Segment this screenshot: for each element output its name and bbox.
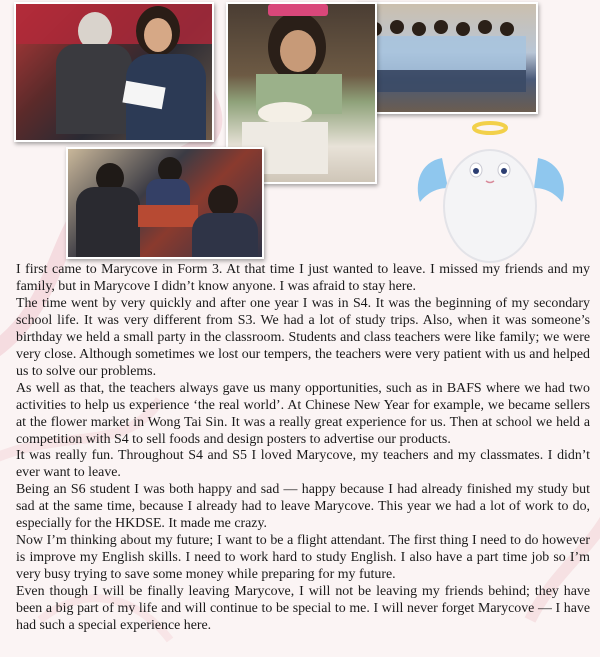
students-activity-photo bbox=[66, 147, 264, 259]
story-text bbox=[16, 262, 590, 635]
angel-mascot-icon bbox=[412, 118, 572, 268]
class-group-photo bbox=[356, 2, 538, 114]
story-paragraph-2: The time went by very quickly and after one year I was in S4. It was the beginning of my secondary school life. It was very different from S3. We had a lot of study trips. Also, when it was someone’s birthday we held a small party in the classroom. Students and class teachers were like family; we were very close. Although sometimes we lost our tempers, the teachers were very patient with us and helped us to solve our problems. bbox=[16, 295, 590, 379]
story-paragraph-7: Even though I will be finally leaving Marycove, I will not be leaving my friends behind; they have been a big part of my life and will continue to be special to me. I will never forget Marycove — I have had such a special experience here. bbox=[16, 584, 590, 634]
story-paragraph-6: Now I’m thinking about my future; I want to be a flight attendant. The first thing I need to do however is improve my English skills. I need to work hard to study English. I also have a part time job so I’m very busy trying to save some money while preparing for my future. bbox=[16, 533, 590, 583]
story-paragraph-4: It was really fun. Throughout S4 and S5 I loved Marycove, my teachers and my classmates. I didn’t ever want to leave. bbox=[16, 448, 590, 481]
elderly-woman-and-student-photo bbox=[14, 2, 214, 142]
story-paragraph-5: Being an S6 student I was both happy and sad — happy because I had already finished my study but sad at the same time, because I already had to leave Marycove. This year we had a lot of work to do, especially for the HKDSE. It made me crazy. bbox=[16, 482, 590, 532]
story-paragraph-1: I first came to Marycove in Form 3. At that time I just wanted to leave. I missed my friends and my family, but in Marycove I didn’t know anyone. I was afraid to stay here. bbox=[16, 262, 590, 294]
story-paragraph-3: As well as that, the teachers always gave us many opportunities, such as in BAFS where we had two activities to help us experience ‘the real world’. At Chinese New Year for example, we became sellers at the flower market in Wong Tai Sin. It was a really great experience for us. Then at school we held a competition with S4 to sell foods and design posters to advertise our products. bbox=[16, 380, 590, 447]
